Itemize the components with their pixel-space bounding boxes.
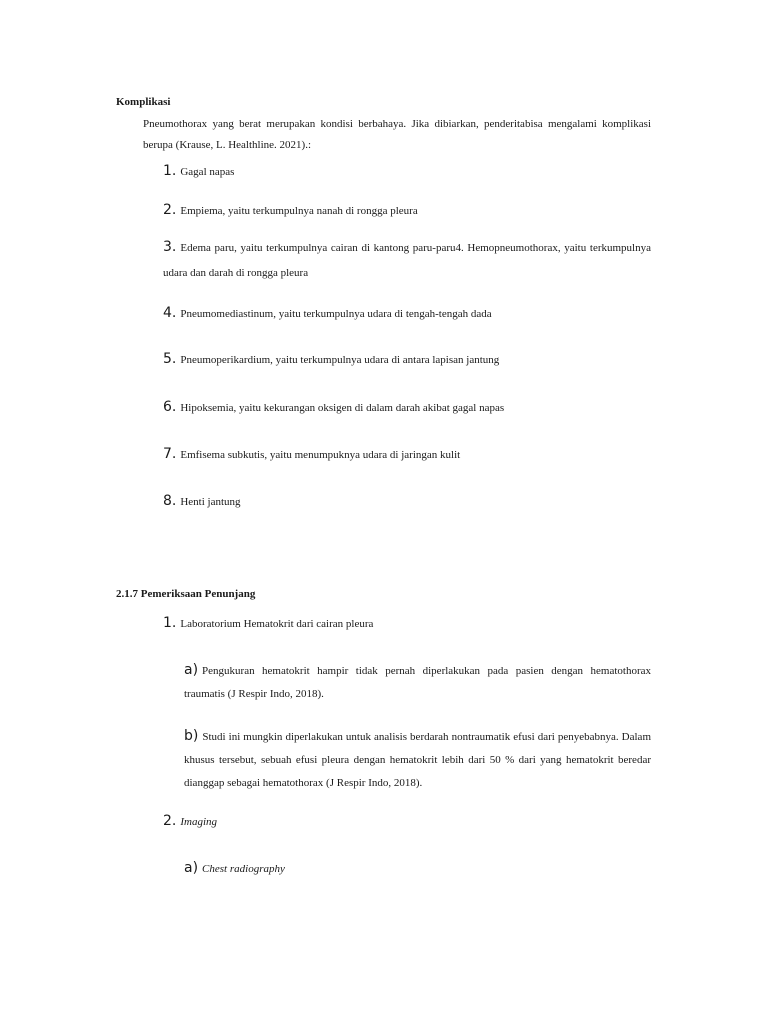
section-heading-pemeriksaan-penunjang: 2.1.7 Pemeriksaan Penunjang [116,588,256,600]
sub-list-text: Chest radiography [202,863,285,875]
list-number: 1. [163,615,177,631]
list-number: 2. [163,202,177,218]
list-item-text: Pneumoperikardium, yaitu terkumpulnya udara di antara lapisan jantung [180,354,500,366]
komplikasi-list-item-1 [163,159,651,185]
list-number: 8. [163,493,177,509]
list-item-text: Emfisema subkutis, yaitu menumpuknya udara di jaringan kulit [180,449,461,461]
list-number: 1. [163,163,177,179]
sub-list-text: Studi ini mungkin diperlakukan untuk analisis berdarah nontraumatik efusi dari penyebabnya. Dalam khusus tersebut, sebuah efusi pleura dengan hematokrit lebih dari 50 % dari yang hematokrit beredar dianggap sebagai hematothorax (J Respir Indo, 2018). [184,731,651,789]
komplikasi-list-item-3 [163,235,651,286]
list-item-text: Empiema, yaitu terkumpulnya nanah di rongga pleura [180,205,418,217]
komplikasi-list-item-5 [163,347,651,373]
sub-list-label: a) [184,662,199,678]
list-item-text: Hipoksemia, yaitu kekurangan oksigen di dalam darah akibat gagal napas [180,402,505,414]
penunjang-list-item-2 [163,809,651,835]
list-number: 2. [163,813,177,829]
komplikasi-list-item-7 [163,442,651,468]
list-number: 4. [163,305,177,321]
list-item-text: Gagal napas [180,166,235,178]
list-item-text: Henti jantung [180,496,241,508]
list-number: 5. [163,351,177,367]
list-number: 7. [163,446,177,462]
list-item-text: Edema paru, yaitu terkumpulnya cairan di kantong paru-paru4. Hemopneumothorax, yaitu terkumpulnya udara dan darah di rongga pleura [163,242,651,279]
penunjang-list-item-1 [163,611,651,637]
penunjang-sub-item-a [184,659,651,706]
list-number: 6. [163,399,177,415]
list-item-text: Laboratorium Hematokrit dari cairan pleura [180,618,374,630]
komplikasi-list-item-4 [163,301,651,327]
sub-list-label: b) [184,728,199,744]
sub-list-label: a) [184,860,199,876]
list-number: 3. [163,239,177,255]
komplikasi-list-item-2 [163,198,651,224]
komplikasi-list-item-6 [163,395,651,421]
section-heading-komplikasi: Komplikasi [116,96,171,108]
list-item-text: Pneumomediastinum, yaitu terkumpulnya udara di tengah-tengah dada [180,308,492,320]
komplikasi-list-item-8 [163,489,651,515]
penunjang-imaging-sub-item-a [184,857,651,881]
list-item-text: Imaging [180,816,218,828]
komplikasi-intro-paragraph: Pneumothorax yang berat merupakan kondisi berbahaya. Jika dibiarkan, penderitabisa mengalami komplikasi berupa (Krause, L. Healthline. 2021).: [143,118,651,151]
penunjang-sub-item-b [184,725,651,795]
sub-list-text: Pengukuran hematokrit hampir tidak pernah diperlakukan pada pasien dengan hematothorax traumatis (J Respir Indo, 2018). [184,665,651,700]
